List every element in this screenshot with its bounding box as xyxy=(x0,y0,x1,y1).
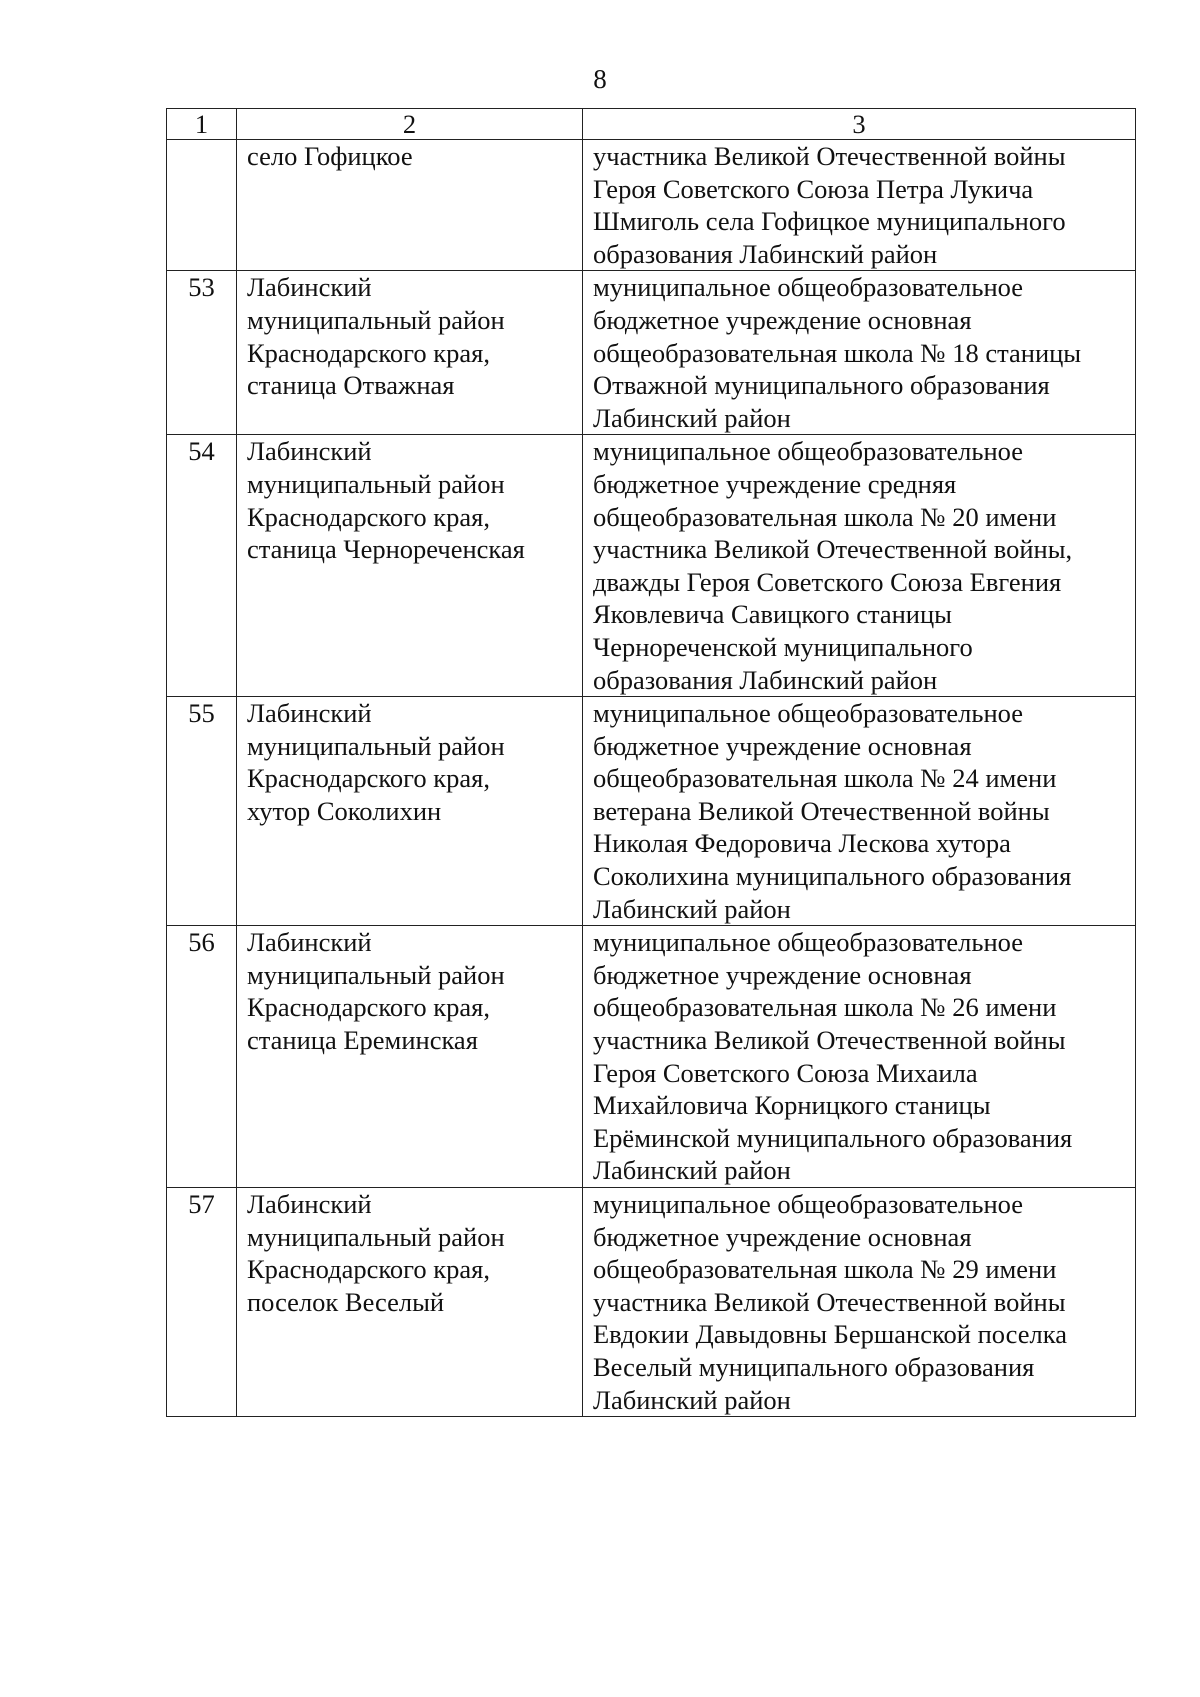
location-line: Краснодарского края, xyxy=(247,992,490,1023)
page-number: 8 xyxy=(593,64,607,94)
table-row xyxy=(167,435,1136,697)
table-body xyxy=(167,140,1136,1417)
row-number: 54 xyxy=(167,435,237,697)
location-line: муниципальный район xyxy=(247,304,505,335)
institution-cell xyxy=(583,697,1136,926)
institution-line: муниципальное общеобразовательное xyxy=(593,436,1023,467)
table-row xyxy=(167,926,1136,1188)
location-line: Лабинский xyxy=(247,698,372,729)
location-cell xyxy=(237,697,583,926)
institution-line: Отважной муниципального образования xyxy=(593,370,1050,401)
column-header-2: 2 xyxy=(237,109,583,140)
row-number: 53 xyxy=(167,271,237,435)
location-line: хутор Соколихин xyxy=(247,795,442,826)
institution-line: общеобразовательная школа № 18 станицы xyxy=(593,337,1082,368)
location-cell xyxy=(237,140,583,271)
location-line: муниципальный район xyxy=(247,1221,505,1252)
location-line: муниципальный район xyxy=(247,730,505,761)
institution-line: Шмиголь села Гофицкое муниципального xyxy=(593,206,1066,237)
location-line: Краснодарского края, xyxy=(247,501,490,532)
location-line: село Гофицкое xyxy=(247,141,413,171)
location-line: поселок Веселый xyxy=(247,1286,445,1317)
institution-line: участника Великой Отечественной войны, xyxy=(593,534,1073,565)
institution-line: Михайловича Корницкого станицы xyxy=(593,1090,991,1121)
institution-line: участника Великой Отечественной войны xyxy=(593,1025,1066,1056)
row-number xyxy=(167,140,237,271)
location-line: муниципальный район xyxy=(247,959,505,990)
institution-line: муниципальное общеобразовательное xyxy=(593,272,1023,303)
institution-cell xyxy=(583,1188,1136,1417)
institution-cell xyxy=(583,140,1136,271)
column-header-3: 3 xyxy=(583,109,1136,140)
institution-line: образования Лабинский район xyxy=(593,238,938,269)
location-line: Лабинский xyxy=(247,436,372,467)
institution-line: муниципальное общеобразовательное xyxy=(593,698,1023,729)
institution-line: бюджетное учреждение основная xyxy=(593,1221,972,1252)
institution-line: образования Лабинский район xyxy=(593,664,938,695)
location-cell xyxy=(237,1188,583,1417)
institutions-table xyxy=(166,108,1136,1417)
institution-line: Лабинский район xyxy=(593,402,791,433)
institution-cell xyxy=(583,271,1136,435)
institution-line: бюджетное учреждение основная xyxy=(593,304,972,335)
institution-line: Евдокии Давыдовны Бершанской поселка xyxy=(593,1319,1067,1350)
location-line: Краснодарского края, xyxy=(247,763,490,794)
location-cell xyxy=(237,926,583,1188)
location-cell xyxy=(237,435,583,697)
table-row xyxy=(167,271,1136,435)
institution-line: Героя Советского Союза Михаила xyxy=(593,1057,978,1088)
institution-line: Лабинский район xyxy=(593,1384,791,1415)
institution-line: Николая Федоровича Лескова хутора xyxy=(593,828,1011,859)
location-line: станица Чернореченская xyxy=(247,534,525,565)
institution-line: Яковлевича Савицкого станицы xyxy=(593,599,952,630)
row-number: 55 xyxy=(167,697,237,926)
institution-line: бюджетное учреждение основная xyxy=(593,959,972,990)
table-row xyxy=(167,697,1136,926)
table-row xyxy=(167,1188,1136,1417)
institution-line: Веселый муниципального образования xyxy=(593,1351,1035,1382)
institution-line: бюджетное учреждение средняя xyxy=(593,468,957,499)
institution-line: общеобразовательная школа № 20 имени xyxy=(593,501,1057,532)
location-line: Краснодарского края, xyxy=(247,337,490,368)
institution-line: муниципальное общеобразовательное xyxy=(593,927,1023,958)
location-line: муниципальный район xyxy=(247,468,505,499)
institution-line: общеобразовательная школа № 24 имени xyxy=(593,763,1057,794)
institution-cell xyxy=(583,926,1136,1188)
institution-line: общеобразовательная школа № 26 имени xyxy=(593,992,1057,1023)
institution-line: участника Великой Отечественной войны xyxy=(593,1286,1066,1317)
institution-line: ветерана Великой Отечественной войны xyxy=(593,795,1050,826)
location-line: Лабинский xyxy=(247,272,372,303)
column-header-1: 1 xyxy=(167,109,237,140)
location-cell xyxy=(237,271,583,435)
table-row xyxy=(167,140,1136,271)
institution-line: участника Великой Отечественной войны xyxy=(593,141,1066,171)
location-line: станица Ереминская xyxy=(247,1025,478,1056)
institution-line: общеобразовательная школа № 29 имени xyxy=(593,1254,1057,1285)
institution-line: дважды Героя Советского Союза Евгения xyxy=(593,566,1062,597)
institution-line: Лабинский район xyxy=(593,893,791,924)
institution-cell xyxy=(583,435,1136,697)
row-number: 56 xyxy=(167,926,237,1188)
location-line: станица Отважная xyxy=(247,370,455,401)
institution-line: Героя Советского Союза Петра Лукича xyxy=(593,173,1034,204)
institution-line: Соколихина муниципального образования xyxy=(593,861,1072,892)
institution-line: муниципальное общеобразовательное xyxy=(593,1189,1023,1219)
institution-line: бюджетное учреждение основная xyxy=(593,730,972,761)
location-line: Краснодарского края, xyxy=(247,1254,490,1285)
location-line: Лабинский xyxy=(247,1189,372,1219)
row-number: 57 xyxy=(167,1188,237,1417)
location-line: Лабинский xyxy=(247,927,372,958)
institution-line: Лабинский район xyxy=(593,1155,791,1186)
table-header-row xyxy=(167,109,1136,140)
institution-line: Ерёминской муниципального образования xyxy=(593,1122,1073,1153)
institution-line: Чернореченской муниципального xyxy=(593,631,973,662)
